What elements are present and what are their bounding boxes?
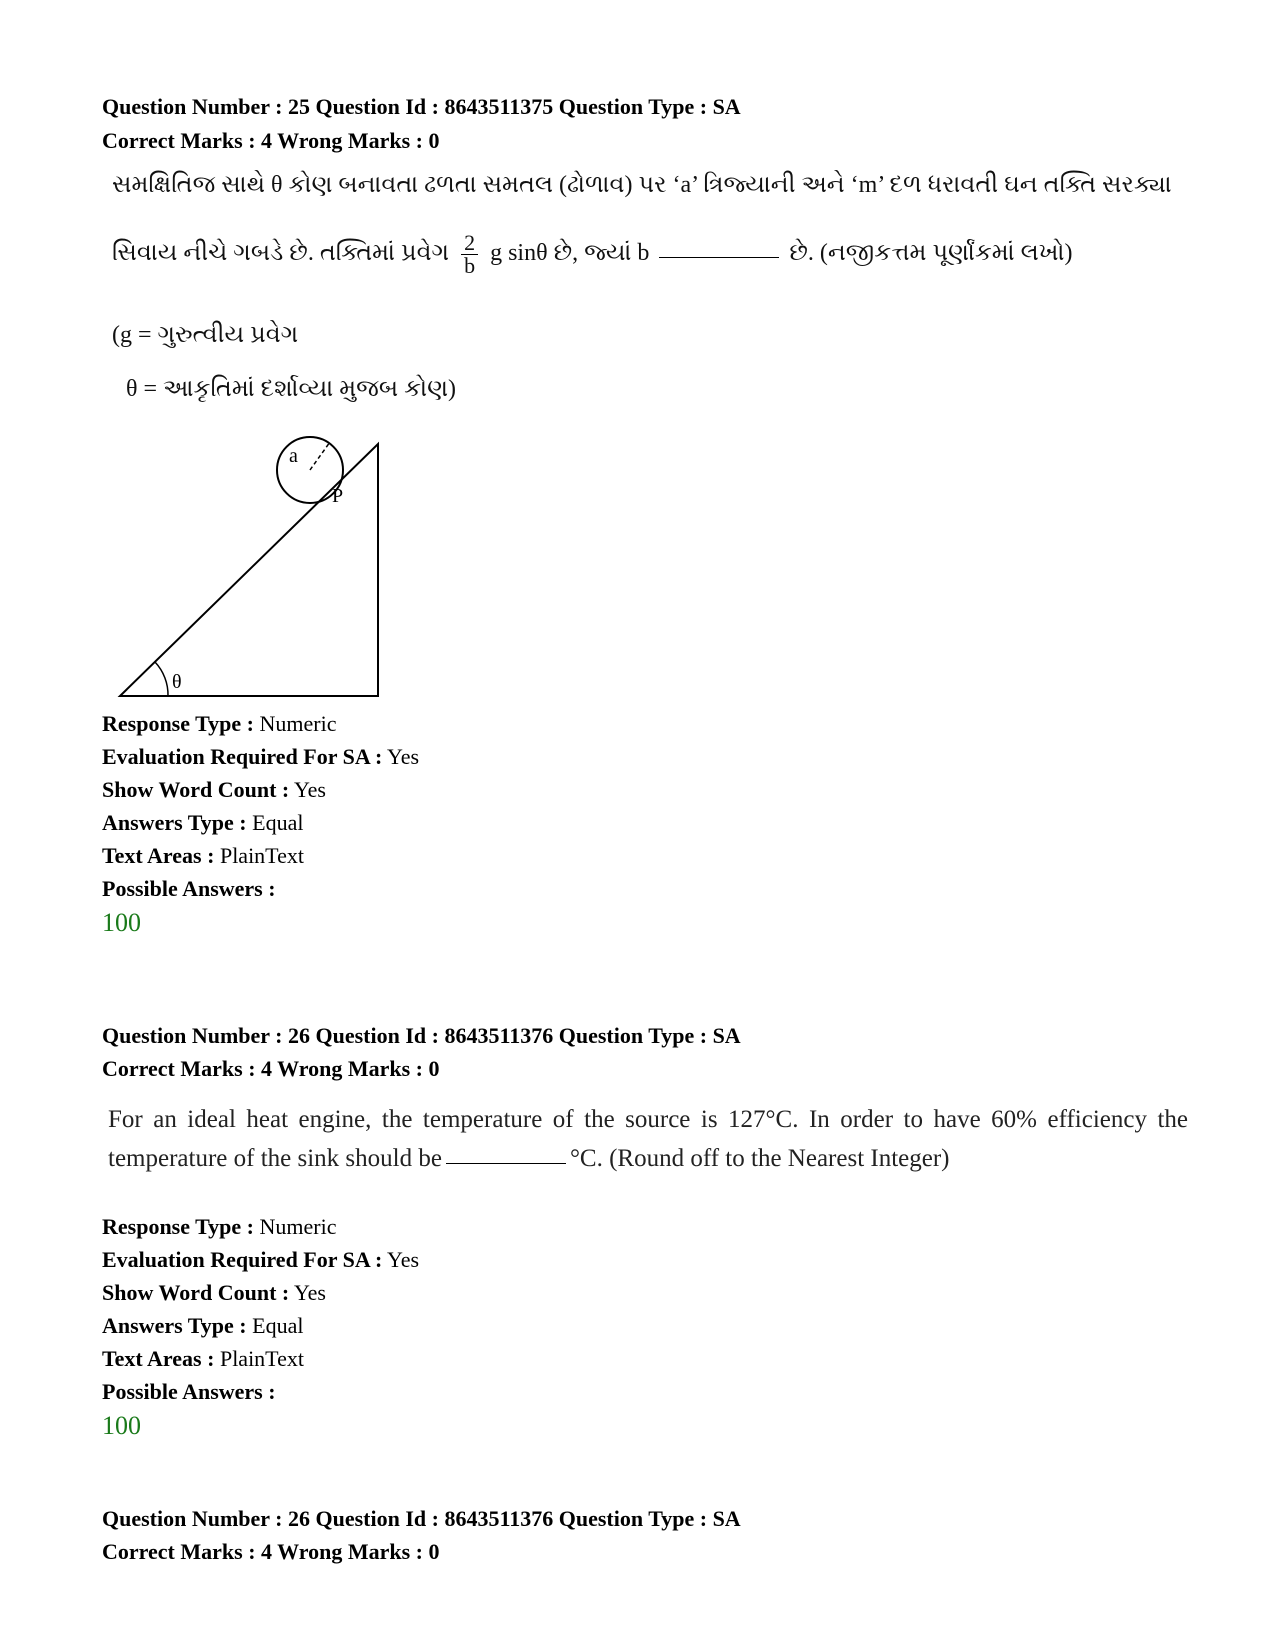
meta-row (102, 1247, 419, 1273)
question-text-segment: છે. (નજીકત્તમ પૂર્ણાંકમાં લખો) (789, 240, 1073, 267)
meta-key: Answers Type : (102, 810, 247, 835)
question-text-segment: સિવાય નીચે ગબડે છે. તક્તિમાં પ્રવેગ (112, 240, 450, 267)
radius-label: a (289, 445, 298, 467)
question-marks: Correct Marks : 4 Wrong Marks : 0 (102, 1056, 440, 1081)
meta-key: Response Type : (102, 711, 254, 736)
incline-figure (110, 436, 390, 708)
meta-row (102, 1346, 304, 1372)
meta-value: Equal (252, 810, 304, 835)
meta-row (102, 876, 276, 902)
answer-blank (446, 1162, 566, 1164)
question-text-line: સમક્ષિતિજ સાથે θ કોણ બનાવતા ઢળતા સમતલ (ઢોળાવ) પર ‘a’ ત્રિજ્યાની અને ‘m’ દળ ધરાવતી ઘન તક્તિ સરક્યા (112, 172, 1172, 198)
meta-key: Evaluation Required For SA : (102, 744, 383, 769)
question-text-segment: °C. (Round off to the Nearest Integer) (569, 1145, 950, 1172)
meta-key: Show Word Count : (102, 1280, 290, 1305)
meta-value: Yes (293, 1280, 326, 1305)
incline-triangle (120, 444, 378, 696)
meta-row (102, 711, 336, 737)
meta-key: Answers Type : (102, 1313, 247, 1338)
question-header: Question Number : 25 Question Id : 8643511375 Question Type : SA (102, 94, 741, 119)
possible-answer: 100 (102, 1411, 141, 1440)
meta-row (102, 777, 326, 803)
question-text-segment: g sinθ છે, જ્યાં b (490, 240, 650, 267)
question-header: Question Number : 26 Question Id : 8643511376 Question Type : SA (102, 1506, 741, 1531)
fraction-denominator: b (464, 253, 476, 278)
angle-label: θ (172, 671, 182, 693)
question-note-line: θ = આકૃતિમાં દર્શાવ્યા મુજબ કોણ) (126, 376, 456, 402)
question-marks: Correct Marks : 4 Wrong Marks : 0 (102, 1539, 440, 1564)
meta-row (102, 810, 303, 836)
question-text (108, 1100, 1188, 1178)
meta-key: Show Word Count : (102, 777, 290, 802)
meta-key: Response Type : (102, 1214, 254, 1239)
meta-row (102, 744, 419, 770)
meta-value: PlainText (219, 843, 304, 868)
meta-value: Yes (293, 777, 326, 802)
meta-value: Numeric (259, 711, 337, 736)
meta-key: Text Areas : (102, 843, 215, 868)
meta-value: Equal (252, 1313, 304, 1338)
meta-row (102, 843, 304, 869)
point-label: P (332, 485, 344, 507)
meta-value: Yes (387, 744, 420, 769)
meta-row (102, 1379, 276, 1405)
fraction (461, 232, 478, 277)
meta-key: Possible Answers : (102, 1379, 276, 1404)
meta-value: PlainText (219, 1346, 304, 1371)
question-text-segment: For an ideal heat engine, the temperature of the source is 127°C. In order to have 60% efficiency the temperature of the sink should be (108, 1106, 1188, 1172)
question-note-line: (g = ગુરુત્વીય પ્રવેગ (112, 322, 299, 348)
question-text-line (112, 232, 1073, 277)
radius-line (310, 442, 330, 470)
meta-row (102, 1280, 326, 1306)
meta-key: Text Areas : (102, 1346, 215, 1371)
meta-value: Numeric (259, 1214, 337, 1239)
answer-blank (659, 256, 779, 258)
possible-answer: 100 (102, 908, 141, 937)
fraction-numerator: 2 (461, 232, 478, 255)
angle-arc (155, 662, 168, 696)
meta-value: Yes (387, 1247, 420, 1272)
meta-key: Possible Answers : (102, 876, 276, 901)
meta-row (102, 1214, 336, 1240)
meta-key: Evaluation Required For SA : (102, 1247, 383, 1272)
question-header: Question Number : 26 Question Id : 8643511376 Question Type : SA (102, 1023, 741, 1048)
question-marks: Correct Marks : 4 Wrong Marks : 0 (102, 128, 440, 153)
meta-row (102, 1313, 303, 1339)
